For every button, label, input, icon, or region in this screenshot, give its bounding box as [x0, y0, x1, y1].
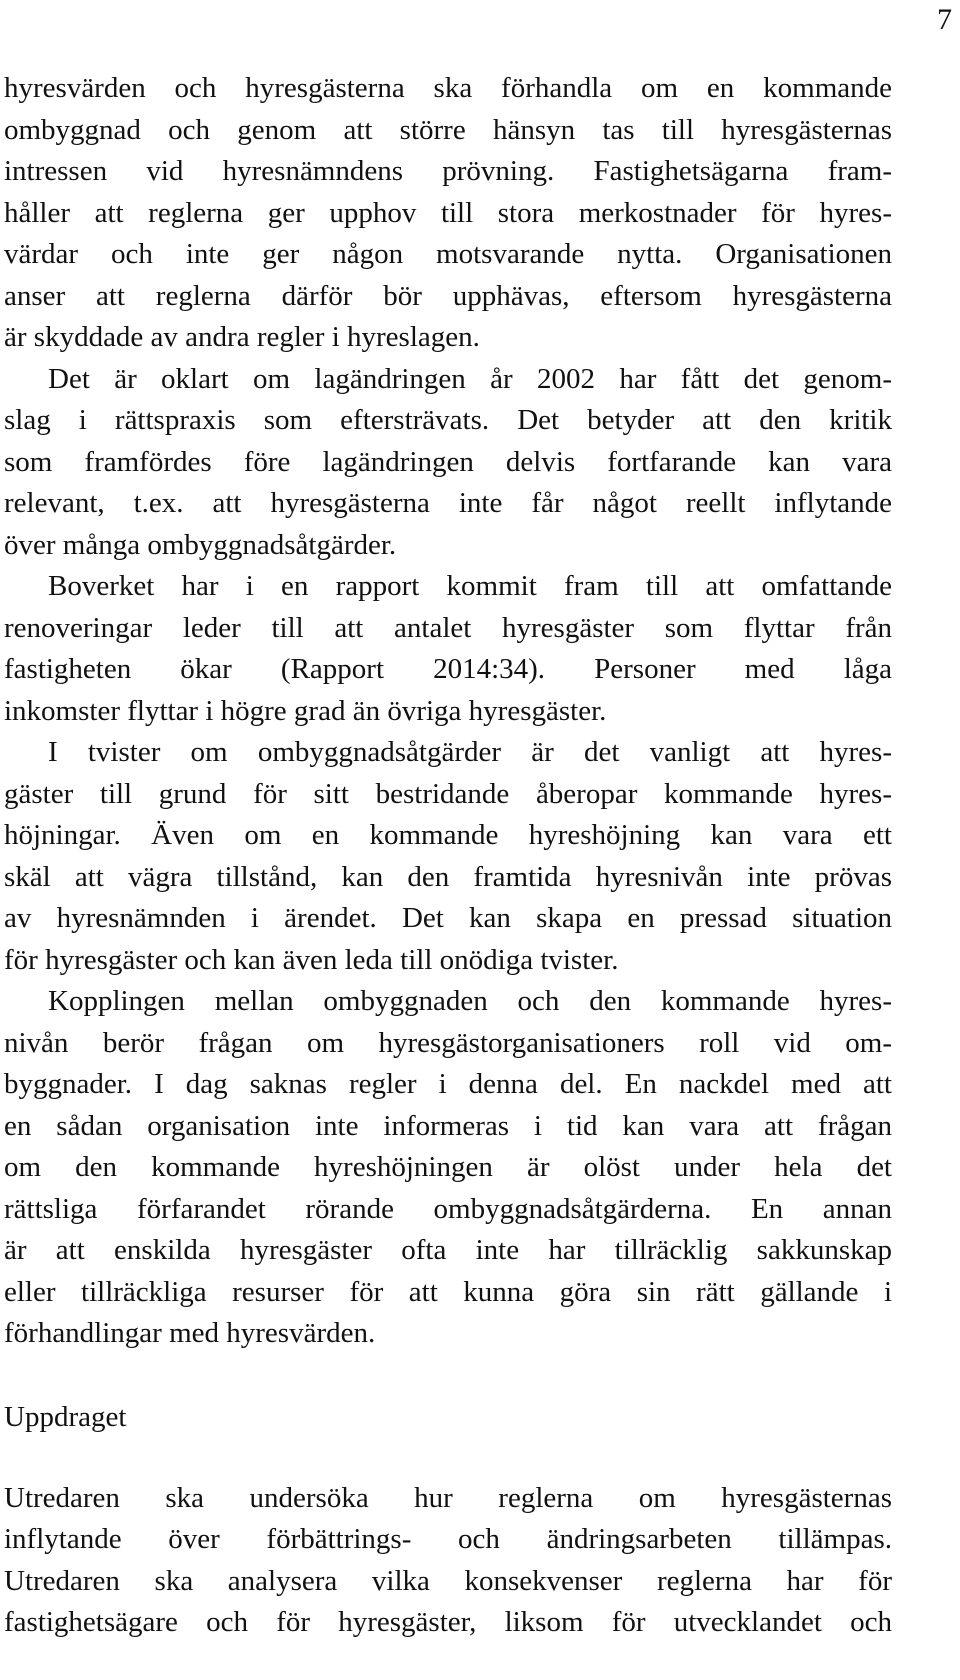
text-line: för hyresgäster och kan även leda till onödiga tvister.	[4, 943, 619, 976]
text-line: anser att reglerna därför bör upphävas, eftersom hyresgästerna	[4, 279, 892, 312]
text-line: nivån berör frågan om hyresgästorganisationers roll vid om-	[4, 1026, 892, 1059]
paragraph	[4, 566, 892, 732]
paragraph	[4, 1478, 892, 1644]
paragraph	[4, 359, 892, 567]
paragraph	[4, 732, 892, 981]
text-line: som framfördes före lagändringen delvis fortfarande kan vara	[4, 445, 892, 478]
text-line: Kopplingen mellan ombyggnaden och den kommande hyres-	[48, 985, 892, 1017]
text-line: skäl att vägra tillstånd, kan den framtida hyresnivån inte prövas	[4, 860, 892, 893]
text-line: Det är oklart om lagändringen år 2002 har fått det genom-	[48, 362, 892, 395]
text-line: inkomster flyttar i högre grad än övriga hyresgäster.	[4, 694, 607, 727]
text-line: byggnader. I dag saknas regler i denna del. En nackdel med att	[4, 1068, 892, 1100]
text-line: gäster till grund för sitt bestridande åberopar kommande hyres-	[4, 777, 892, 810]
paragraph	[4, 981, 892, 1355]
text-line: av hyresnämnden i ärendet. Det kan skapa en pressad situation	[4, 902, 892, 934]
text-line: förhandlingar med hyresvärden.	[4, 1317, 376, 1349]
text-line: renoveringar leder till att antalet hyresgäster som flyttar från	[4, 611, 892, 644]
text-line: värdar och inte ger någon motsvarande nytta. Organisationen	[4, 238, 892, 270]
text-line: höjningar. Även om en kommande hyreshöjning kan vara ett	[4, 819, 892, 851]
text-line: rättsliga förfarandet rörande ombyggnadsåtgärderna. En annan	[4, 1192, 892, 1225]
document-body	[4, 68, 892, 1644]
text-line: om den kommande hyreshöjningen är olöst under hela det	[4, 1151, 892, 1183]
text-line: intressen vid hyresnämndens prövning. Fastighetsägarna fram-	[4, 155, 892, 187]
text-line: relevant, t.ex. att hyresgästerna inte får något reellt inflytande	[4, 487, 892, 519]
section-heading: Uppdraget	[4, 1400, 127, 1433]
text-line: är skyddade av andra regler i hyreslagen.	[4, 321, 480, 353]
text-line: Utredaren ska analysera vilka konsekvenser reglerna har för	[4, 1564, 892, 1597]
text-line: fastighetsägare och för hyresgäster, liksom för utvecklandet och	[4, 1606, 892, 1638]
text-line: I tvister om ombyggnadsåtgärder är det vanligt att hyres-	[48, 736, 892, 768]
paragraph	[4, 68, 892, 359]
text-line: håller att reglerna ger upphov till stora merkostnader för hyres-	[4, 196, 892, 229]
text-line: Boverket har i en rapport kommit fram till att omfattande	[48, 570, 892, 602]
text-line: en sådan organisation inte informeras i tid kan vara att frågan	[4, 1109, 892, 1142]
text-line: över många ombyggnadsåtgärder.	[4, 528, 397, 561]
page-number: 7	[937, 3, 952, 36]
text-line: hyresvärden och hyresgästerna ska förhandla om en kommande	[4, 72, 892, 104]
text-line: fastigheten ökar (Rapport 2014:34). Personer med låga	[4, 653, 892, 685]
text-line: inflytande över förbättrings- och ändringsarbeten tillämpas.	[4, 1523, 892, 1555]
text-line: eller tillräckliga resurser för att kunna göra sin rätt gällande i	[4, 1275, 892, 1308]
text-line: ombyggnad och genom att större hänsyn tas till hyresgästernas	[4, 113, 892, 146]
text-line: är att enskilda hyresgäster ofta inte har tillräcklig sakkunskap	[4, 1234, 892, 1266]
text-line: slag i rättspraxis som eftersträvats. Det betyder att den kritik	[4, 404, 892, 436]
text-line: Utredaren ska undersöka hur reglerna om hyresgästernas	[4, 1481, 892, 1514]
